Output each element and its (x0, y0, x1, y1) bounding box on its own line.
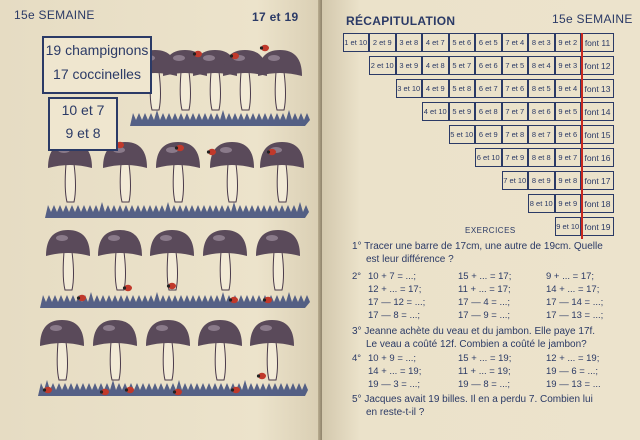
recap-cell: 6 et 6 (475, 56, 502, 75)
ladybug-head (230, 54, 233, 57)
recap-cell: 8 et 3 (528, 33, 555, 52)
recap-cell: 5 et 9 (449, 102, 476, 121)
mushroom (250, 320, 294, 380)
ladybug-head (43, 388, 46, 391)
exercise-1-line-1: 1° Tracer une barre de 17cm, une autre de 19cm. Quelle (352, 241, 603, 252)
mushroom (48, 142, 92, 202)
recap-cell: 9 et 6 (555, 125, 582, 144)
recap-result-cell: font 12 (581, 56, 614, 75)
recap-result-cell: font 17 (581, 171, 614, 190)
recap-cell: 8 et 8 (528, 148, 555, 167)
recap-cell: 7 et 4 (502, 33, 529, 52)
recap-cell: 7 et 6 (502, 79, 529, 98)
recap-cell: 9 et 3 (555, 56, 582, 75)
ladybug-head (231, 388, 234, 391)
recap-cell: 6 et 8 (475, 102, 502, 121)
mushroom (40, 320, 84, 380)
exercise-operation: 19 — 6 = ...; (546, 366, 599, 377)
recap-result-cell: font 19 (581, 217, 614, 236)
ladybug-head (173, 390, 176, 393)
mushroom (198, 320, 242, 380)
recap-cell: 7 et 9 (502, 148, 529, 167)
grass-strip (38, 380, 308, 396)
mushroom (46, 230, 90, 290)
exercise-operation: 17 — 13 = ...; (546, 310, 604, 321)
recap-cell: 4 et 8 (422, 56, 449, 75)
red-line (581, 33, 583, 239)
recap-cell: 8 et 7 (528, 125, 555, 144)
ladybug-head (123, 286, 126, 289)
exercise-operation: 10 + 7 = ...; (368, 271, 417, 282)
ladybug-head (175, 146, 178, 149)
recap-result-cell: font 15 (581, 125, 614, 144)
exercise-operation: 12 + ... = 17; (368, 284, 422, 295)
exercise-3-line-2: Le veau a coûté 12f. Combien a coûté le jambon? (366, 339, 587, 350)
exercise-operation: 10 + 9 = ...; (368, 353, 417, 364)
recap-cell: 9 et 7 (555, 148, 582, 167)
recap-cell: 9 et 2 (555, 33, 582, 52)
recap-cell: 6 et 9 (475, 125, 502, 144)
recap-title: RÉCAPITULATION (346, 14, 456, 28)
recap-result-cell: font 16 (581, 148, 614, 167)
ladybug-head (100, 390, 103, 393)
mushroom (258, 50, 302, 110)
mushroom (103, 142, 147, 202)
ladybug-head (257, 374, 260, 377)
recap-cell: 1 et 10 (343, 33, 370, 52)
exercise-operation: 19 — 8 = ...; (458, 379, 511, 390)
exercise-operation: 15 + ... = 17; (458, 271, 512, 282)
exercise-3 (352, 325, 595, 351)
ladybug-head (263, 298, 266, 301)
ladybug-head (77, 296, 80, 299)
exercise-operation: 11 + ... = 17; (458, 284, 511, 295)
exercise-operation: 17 — 8 = ...; (368, 310, 421, 321)
mushroom (146, 320, 190, 380)
recap-cell: 7 et 5 (502, 56, 529, 75)
mushroom (256, 230, 300, 290)
sum-line-1: 10 et 7 (61, 102, 105, 118)
recap-cell: 9 et 4 (555, 79, 582, 98)
recap-cell: 2 et 10 (369, 56, 396, 75)
recap-cell: 9 et 10 (555, 217, 582, 236)
recap-cell: 3 et 9 (396, 56, 423, 75)
exercise-operation: 17 — 9 = ...; (458, 310, 511, 321)
recap-cell: 9 et 8 (555, 171, 582, 190)
mushroom (98, 230, 142, 290)
exercise-4-label: 4° (352, 353, 362, 364)
recap-result-cell: font 14 (581, 102, 614, 121)
mushroom-count: 19 champignons (45, 42, 149, 58)
exercise-operation: 9 + ... = 17; (546, 271, 595, 282)
exercise-operation: 17 — 12 = ...; (368, 297, 426, 308)
page-numbers: 17 et 19 (252, 10, 299, 24)
recap-cell: 4 et 7 (422, 33, 449, 52)
exercise-operation: 15 + ... = 19; (458, 353, 512, 364)
recap-cell: 8 et 10 (528, 194, 555, 213)
recap-cell: 7 et 8 (502, 125, 529, 144)
ladybug-head (260, 46, 263, 49)
recap-cell: 5 et 6 (449, 33, 476, 52)
recap-cell: 9 et 5 (555, 102, 582, 121)
recap-cell: 8 et 5 (528, 79, 555, 98)
ladybug-head (229, 298, 232, 301)
exercise-5-line-2: en reste-t-il ? (366, 407, 425, 418)
recap-cell: 6 et 10 (475, 148, 502, 167)
exercise-3-line-1: 3° Jeanne achète du veau et du jambon. Elle paye 17f. (352, 326, 596, 337)
mushroom (156, 142, 200, 202)
recap-cell: 3 et 8 (396, 33, 423, 52)
exercise-5 (352, 393, 593, 419)
exercise-operation: 17 — 14 = ...; (546, 297, 604, 308)
exercise-1 (352, 240, 603, 266)
recap-cell: 6 et 7 (475, 79, 502, 98)
mushroom (223, 50, 267, 110)
sum-box (48, 97, 118, 151)
exercise-operation: 11 + ... = 19; (458, 366, 511, 377)
week-label-left: 15e SEMAINE (14, 8, 95, 22)
mushroom (203, 230, 247, 290)
recap-cell: 9 et 9 (555, 194, 582, 213)
recap-cell: 5 et 7 (449, 56, 476, 75)
exercise-1-line-2: est leur différence ? (366, 254, 454, 265)
recap-cell: 5 et 8 (449, 79, 476, 98)
mushroom (210, 142, 254, 202)
exercise-operation: 12 + ... = 19; (546, 353, 600, 364)
recap-cell: 7 et 7 (502, 102, 529, 121)
sum-line-2: 9 et 8 (65, 125, 101, 141)
recap-cell: 8 et 9 (528, 171, 555, 190)
recap-cell: 5 et 10 (449, 125, 476, 144)
grass-strip (45, 202, 309, 218)
recap-cell: 4 et 9 (422, 79, 449, 98)
mushroom (93, 320, 137, 380)
exercise-operation: 17 — 4 = ...; (458, 297, 511, 308)
exercise-operation: 14 + ... = 19; (368, 366, 422, 377)
recap-result-cell: font 13 (581, 79, 614, 98)
exercise-operation: 19 — 3 = ...; (368, 379, 421, 390)
grass-strip (130, 110, 310, 126)
recap-cell: 8 et 4 (528, 56, 555, 75)
mushroom (150, 230, 194, 290)
exercises-title: EXERCICES (465, 226, 516, 235)
ladybug-head (193, 52, 196, 55)
ladybug-head (125, 388, 128, 391)
week-label-right: 15e SEMAINE (552, 12, 633, 26)
exercise-operation: 19 — 13 = ... (546, 379, 601, 390)
recap-cell: 2 et 9 (369, 33, 396, 52)
recap-cell: 7 et 10 (502, 171, 529, 190)
ladybug-head (207, 150, 210, 153)
recap-cell: 3 et 10 (396, 79, 423, 98)
exercise-5-line-1: 5° Jacques avait 19 billes. Il en a perdu 7. Combien lui (352, 394, 593, 405)
count-box (42, 36, 152, 94)
exercise-2-label: 2° (352, 271, 362, 282)
ladybug-head (167, 284, 170, 287)
mushroom (260, 142, 304, 202)
recap-cell: 8 et 6 (528, 102, 555, 121)
recap-result-cell: font 18 (581, 194, 614, 213)
recap-result-cell: font 11 (581, 33, 614, 52)
ladybug-head (267, 150, 270, 153)
recap-cell: 4 et 10 (422, 102, 449, 121)
recap-cell: 6 et 5 (475, 33, 502, 52)
exercise-operation: 14 + ... = 17; (546, 284, 600, 295)
ladybug-count: 17 coccinelles (53, 66, 141, 82)
